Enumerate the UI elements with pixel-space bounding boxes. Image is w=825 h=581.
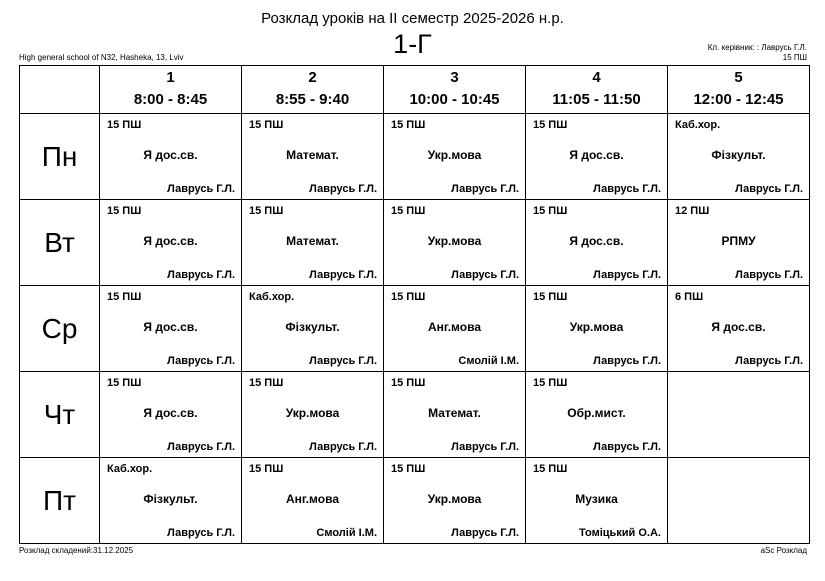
lesson-teacher: Лаврусь Г.Л. [451,527,519,539]
period-time: 10:00 - 10:45 [409,91,500,108]
lesson-subject: Я дос.св. [143,406,198,420]
lesson-room: 15 ПШ [107,291,142,303]
lesson-teacher: Лаврусь Г.Л. [593,355,661,367]
lesson-subject: Математ. [286,234,339,248]
lesson-subject: Математ. [428,406,481,420]
day-row [20,458,810,544]
lesson-subject: Укр.мова [427,148,482,162]
lesson-teacher: Лаврусь Г.Л. [735,183,803,195]
lesson-room: 15 ПШ [533,463,568,475]
lesson-room: 15 ПШ [533,291,568,303]
lesson-teacher: Лаврусь Г.Л. [167,527,235,539]
empty-cell [668,458,810,544]
lesson-cell [100,458,242,544]
lesson-cell [242,458,384,544]
lesson-cell [100,372,242,458]
period-header [242,66,384,114]
lesson-subject: Анг.мова [286,492,339,506]
lesson-cell [526,114,668,200]
lesson-subject: Укр.мова [427,234,482,248]
lesson-cell [668,114,810,200]
lesson-cell [384,200,526,286]
lesson-subject: Укр.мова [427,492,482,506]
lesson-room: 15 ПШ [533,205,568,217]
day-label: Чт [20,372,100,458]
lesson-teacher: Томіцький О.А. [578,527,661,539]
lesson-cell [242,200,384,286]
lesson-room: Каб.хор. [107,463,153,475]
lesson-cell [242,286,384,372]
lesson-teacher: Лаврусь Г.Л. [451,441,519,453]
lesson-cell [526,372,668,458]
lesson-subject: Обр.мист. [567,406,626,420]
period-header [100,66,242,114]
lesson-teacher: Лаврусь Г.Л. [167,355,235,367]
created-date: Розклад складений:31.12.2025 [19,546,134,555]
period-header [668,66,810,114]
lesson-subject: Я дос.св. [143,320,198,334]
lesson-teacher: Лаврусь Г.Л. [167,441,235,453]
lesson-subject: Анг.мова [428,320,481,334]
period-header [384,66,526,114]
lesson-room: 15 ПШ [107,205,142,217]
lesson-teacher: Лаврусь Г.Л. [309,183,377,195]
lesson-teacher: Лаврусь Г.Л. [593,441,661,453]
lesson-teacher: Лаврусь Г.Л. [167,183,235,195]
lesson-room: 15 ПШ [391,291,426,303]
lesson-teacher: Лаврусь Г.Л. [309,355,377,367]
day-row [20,372,810,458]
day-row [20,286,810,372]
lesson-room: 15 ПШ [249,205,284,217]
class-teacher-info [708,43,807,63]
lesson-room: 6 ПШ [675,291,704,303]
lesson-subject: Математ. [286,148,339,162]
empty-cell [668,372,810,458]
lesson-cell [384,372,526,458]
period-number: 5 [734,69,743,86]
lesson-subject: Я дос.св. [143,234,198,248]
day-label: Вт [20,200,100,286]
lesson-teacher: Лаврусь Г.Л. [309,441,377,453]
lesson-cell [242,372,384,458]
day-row [20,114,810,200]
lesson-subject: Фізкульт. [711,148,766,162]
lesson-cell [384,114,526,200]
lesson-room: 15 ПШ [249,463,284,475]
lesson-subject: Укр.мова [569,320,624,334]
lesson-cell [668,286,810,372]
period-number: 2 [308,69,317,86]
lesson-subject: Я дос.св. [143,148,198,162]
day-label: Ср [20,286,100,372]
day-row [20,200,810,286]
lesson-subject: Я дос.св. [569,148,624,162]
lesson-teacher: Лаврусь Г.Л. [735,269,803,281]
lesson-teacher: Смолій І.М. [316,527,377,539]
period-time: 12:00 - 12:45 [693,91,784,108]
period-number: 1 [166,69,175,86]
lesson-cell [100,286,242,372]
lesson-room: Каб.хор. [675,119,721,131]
page-title: Розклад уроків на ІІ семестр 2025-2026 н.р. [261,10,564,27]
lesson-cell [526,458,668,544]
lesson-teacher: Лаврусь Г.Л. [167,269,235,281]
lesson-teacher: Лаврусь Г.Л. [309,269,377,281]
lesson-subject: Музика [575,492,618,506]
period-header-row [20,66,810,114]
lesson-teacher: Смолій І.М. [458,355,519,367]
period-number: 4 [592,69,601,86]
lesson-subject: Фізкульт. [143,492,198,506]
class-teacher: Кл. керівник: : Лаврусь Г.Л. [707,43,807,52]
period-time: 8:00 - 8:45 [133,91,208,108]
lesson-room: 15 ПШ [107,377,142,389]
lesson-room: 15 ПШ [533,119,568,131]
lesson-teacher: Лаврусь Г.Л. [593,269,661,281]
lesson-subject: Я дос.св. [711,320,766,334]
lesson-cell [526,286,668,372]
lesson-cell [526,200,668,286]
lesson-room: 15 ПШ [391,205,426,217]
period-time: 8:55 - 9:40 [275,91,350,108]
school-address: High general school of N32, Hasheka, 13, Lviv [19,53,184,62]
period-number: 3 [450,69,459,86]
timetable [19,65,810,544]
period-header [526,66,668,114]
lesson-cell [242,114,384,200]
lesson-room: 15 ПШ [107,119,142,131]
lesson-cell [100,200,242,286]
lesson-room: 15 ПШ [533,377,568,389]
lesson-room: 15 ПШ [391,463,426,475]
lesson-room: 15 ПШ [249,377,284,389]
lesson-teacher: Лаврусь Г.Л. [451,183,519,195]
lesson-cell [384,286,526,372]
lesson-room: 15 ПШ [249,119,284,131]
lesson-room: 15 ПШ [391,119,426,131]
lesson-cell [100,114,242,200]
day-label: Пн [20,114,100,200]
lesson-teacher: Лаврусь Г.Л. [735,355,803,367]
lesson-subject: Укр.мова [285,406,340,420]
lesson-teacher: Лаврусь Г.Л. [593,183,661,195]
lesson-teacher: Лаврусь Г.Л. [451,269,519,281]
class-name: 1-Г [393,29,432,59]
period-time: 11:05 - 11:50 [552,91,641,108]
lesson-cell [668,200,810,286]
corner-cell [20,66,100,114]
lesson-room: 15 ПШ [391,377,426,389]
lesson-room: 12 ПШ [675,205,710,217]
day-label: Пт [20,458,100,544]
lesson-room: Каб.хор. [249,291,295,303]
lesson-subject: РПМУ [721,234,756,248]
lesson-subject: Я дос.св. [569,234,624,248]
lesson-subject: Фізкульт. [285,320,340,334]
home-room: 15 ПШ [782,53,807,62]
lesson-cell [384,458,526,544]
software-brand: aSc Розклад [760,546,807,555]
